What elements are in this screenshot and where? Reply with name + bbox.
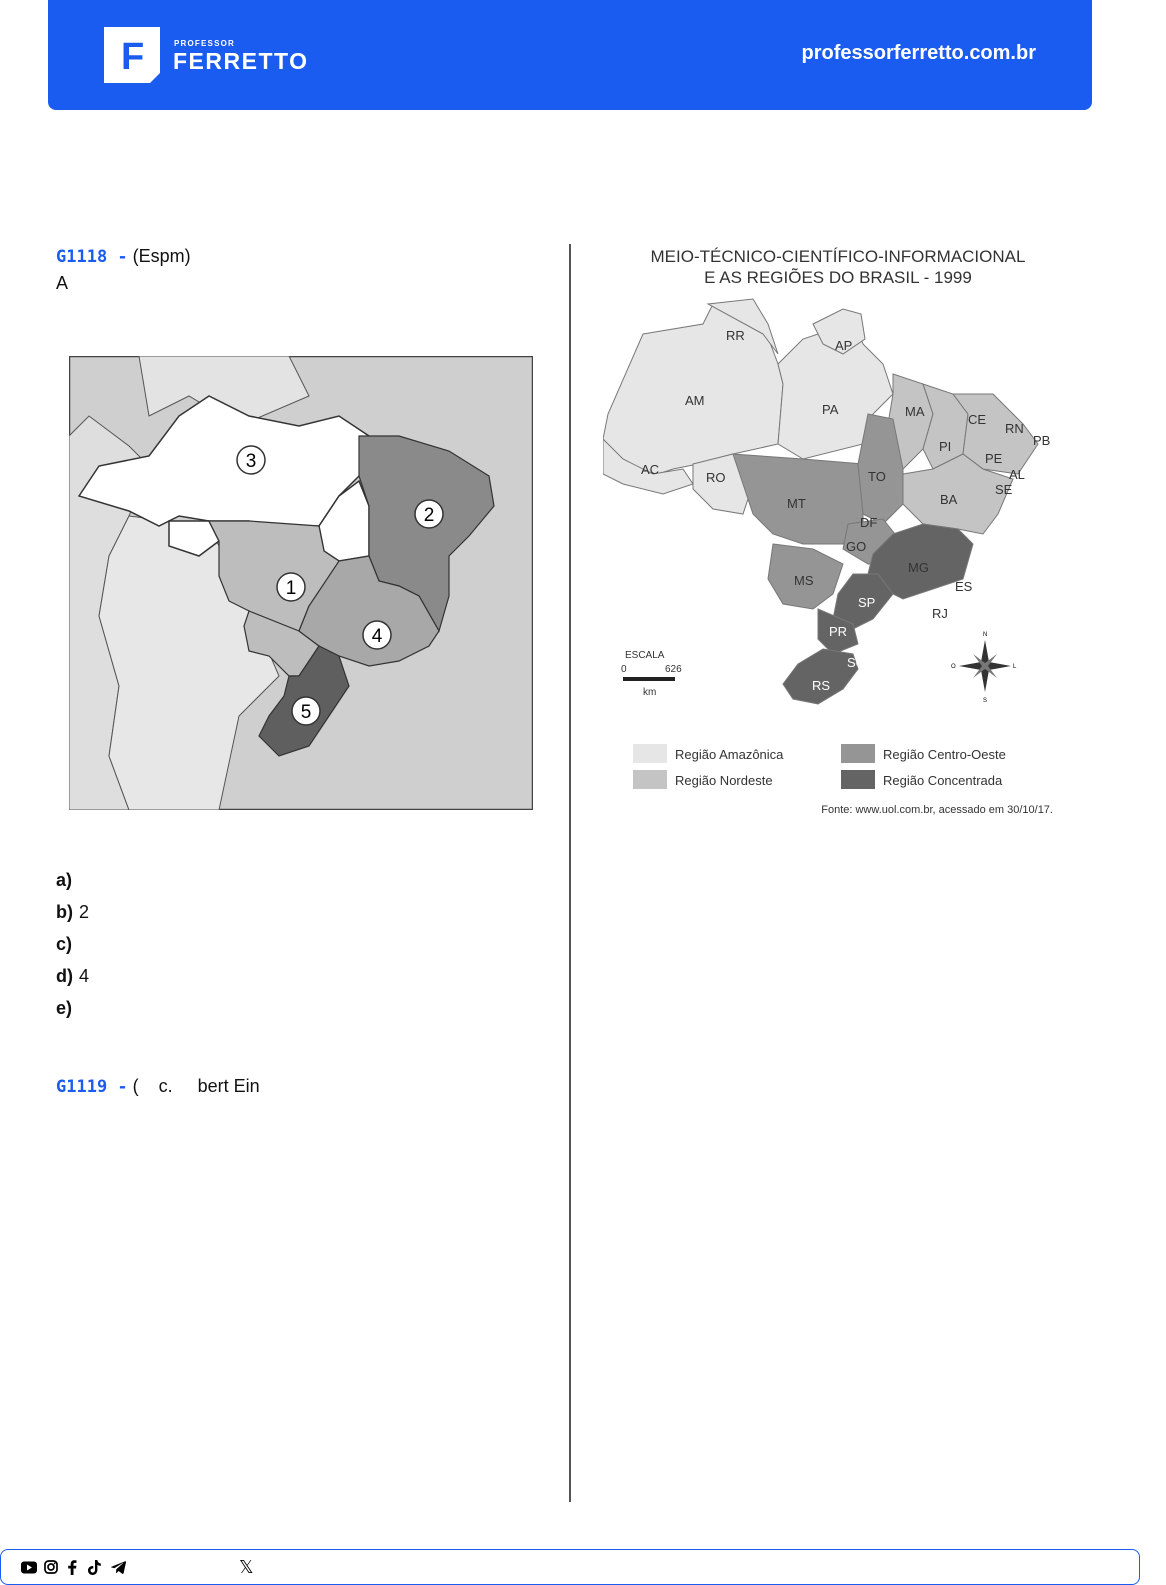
map-label-1 xyxy=(277,573,305,601)
svg-text:GO: GO xyxy=(846,539,867,554)
svg-text:O: O xyxy=(951,664,956,670)
svg-text:AL: AL xyxy=(1009,467,1025,482)
svg-text:Região Concentrada: Região Concentrada xyxy=(883,773,1003,788)
svg-text:0: 0 xyxy=(621,664,627,675)
svg-text:L: L xyxy=(1013,664,1017,670)
option-c[interactable]: c) xyxy=(56,934,73,954)
svg-text:BA: BA xyxy=(940,492,958,507)
x-icon[interactable]: 𝕏 xyxy=(239,1557,254,1577)
option-a[interactable]: a) xyxy=(56,870,73,890)
svg-text:MS: MS xyxy=(794,573,814,588)
question1-options xyxy=(56,864,89,1024)
svg-text:MT: MT xyxy=(787,496,806,511)
question2-header xyxy=(56,1076,260,1097)
question1-code: G1118 - xyxy=(56,247,128,267)
question1-source: (Espm) xyxy=(127,246,191,266)
option-d[interactable]: d) 4 xyxy=(56,966,90,986)
map-source: Fonte: www.uol.com.br, acessado em 30/10/17. xyxy=(821,804,1053,816)
telegram-icon[interactable] xyxy=(111,1561,126,1574)
svg-text:PI: PI xyxy=(939,439,952,454)
instagram-icon[interactable] xyxy=(44,1560,58,1574)
svg-text:PR: PR xyxy=(829,624,848,639)
option-b[interactable]: b) 2 xyxy=(56,902,90,922)
logo-letter: F xyxy=(121,36,145,78)
svg-text:RO: RO xyxy=(706,470,726,485)
svg-text:RJ: RJ xyxy=(932,606,948,621)
svg-text:km: km xyxy=(643,687,657,698)
svg-text:PA: PA xyxy=(822,402,839,417)
brazil-regions-map xyxy=(69,356,533,810)
svg-text:2: 2 xyxy=(423,505,435,526)
site-link[interactable]: professorferretto.com.br xyxy=(801,42,1036,64)
compass-rose-icon xyxy=(951,632,1017,704)
svg-text:MA: MA xyxy=(905,404,925,419)
svg-text:PB: PB xyxy=(1033,433,1051,448)
svg-text:PE: PE xyxy=(985,451,1003,466)
svg-text:1: 1 xyxy=(285,578,297,599)
youtube-icon[interactable] xyxy=(21,1561,37,1574)
svg-text:626: 626 xyxy=(665,664,682,675)
question1-header xyxy=(56,246,191,267)
svg-text:RN: RN xyxy=(1005,421,1024,436)
ferretto-logo-icon xyxy=(104,27,160,83)
svg-text:ESCALA: ESCALA xyxy=(625,650,665,661)
question2-source: ( c. bert Ein xyxy=(127,1076,260,1096)
map-label-2 xyxy=(415,500,443,528)
svg-text:TO: TO xyxy=(868,469,886,484)
svg-text:S: S xyxy=(983,698,988,704)
svg-text:Região Amazônica: Região Amazônica xyxy=(675,747,784,762)
map-title-line1: MEIO-TÉCNICO-CIENTÍFICO-INFORMACIONAL xyxy=(650,247,1026,266)
map-label-5 xyxy=(292,697,320,725)
svg-text:DF: DF xyxy=(860,515,878,530)
map-label-3 xyxy=(237,446,265,474)
map-title-line2: E AS REGIÕES DO BRASIL - 1999 xyxy=(704,268,972,287)
map-legend xyxy=(633,744,1006,789)
svg-text:N: N xyxy=(983,632,988,638)
footer-bar xyxy=(0,1549,1140,1585)
brazil-informational-map xyxy=(603,244,1073,830)
svg-text:RR: RR xyxy=(726,328,745,343)
question1-text: A xyxy=(56,273,69,293)
tiktok-icon[interactable] xyxy=(88,1560,101,1575)
option-e[interactable]: e) xyxy=(56,998,73,1018)
svg-text:4: 4 xyxy=(371,626,383,647)
map-label-4 xyxy=(363,621,391,649)
svg-text:AM: AM xyxy=(685,393,705,408)
svg-text:Região Nordeste: Região Nordeste xyxy=(675,773,773,788)
svg-text:3: 3 xyxy=(245,451,257,472)
svg-text:ES: ES xyxy=(955,579,973,594)
brand-small-text: PROFESSOR xyxy=(174,39,236,48)
map-scale xyxy=(621,650,682,698)
svg-text:SE: SE xyxy=(995,482,1013,497)
question2-code: G1119 - xyxy=(56,1077,128,1097)
header-banner xyxy=(48,0,1092,110)
svg-text:MG: MG xyxy=(908,560,929,575)
svg-text:CE: CE xyxy=(968,412,987,427)
svg-text:AP: AP xyxy=(835,338,853,353)
svg-text:5: 5 xyxy=(300,702,312,723)
column-divider xyxy=(569,244,571,1502)
facebook-icon[interactable] xyxy=(67,1560,77,1575)
svg-text:SP: SP xyxy=(858,595,876,610)
svg-text:Região Centro-Oeste: Região Centro-Oeste xyxy=(883,747,1006,762)
svg-text:RS: RS xyxy=(812,678,831,693)
brand-name: FERRETTO xyxy=(173,48,309,74)
svg-text:AC: AC xyxy=(641,462,660,477)
svg-text:SC: SC xyxy=(847,655,866,670)
